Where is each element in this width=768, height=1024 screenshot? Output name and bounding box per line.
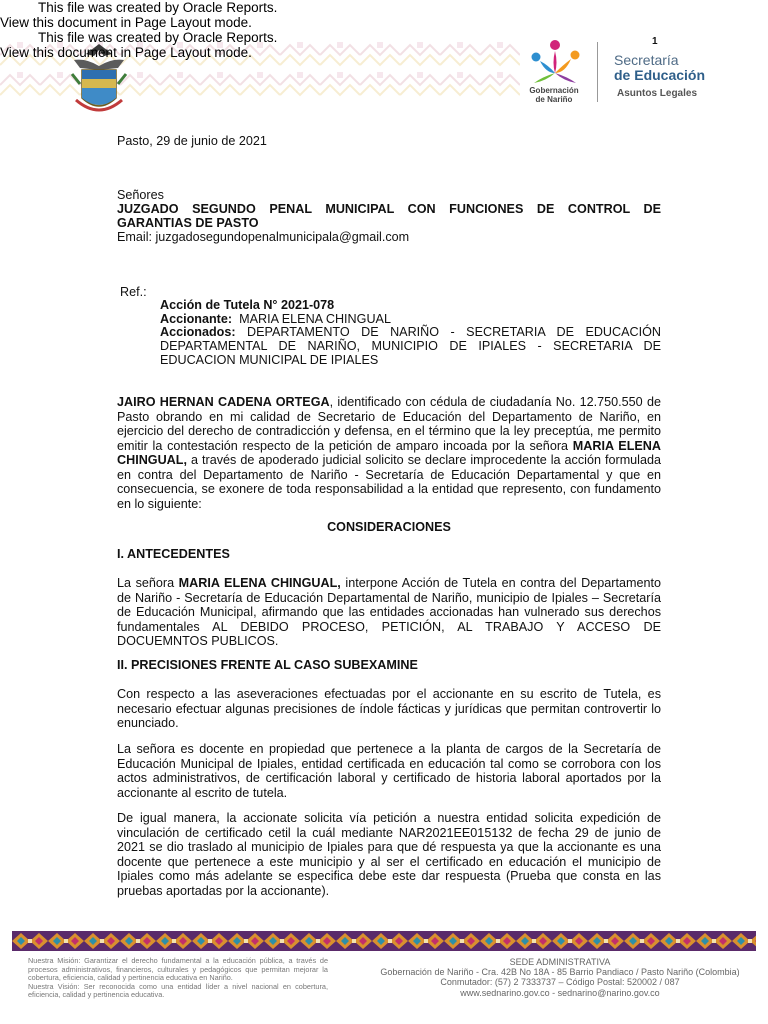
s1-bold: MARIA ELENA CHINGUAL,: [178, 576, 341, 590]
accionante-value: MARIA ELENA CHINGUAL: [239, 312, 391, 326]
accionados-label: Accionados:: [160, 325, 236, 339]
footer-mision: Nuestra Misión: Garantizar el derecho fundamental a la educación pública, a través de procesos administrativos, financieros, culturales y pedagógicos que permitan mejorar la cobertura, eficiencia, calidad y pertinencia educativa en Nariño.: [28, 956, 328, 983]
oracle-notice-2: View this document in Page Layout mode.: [0, 15, 252, 30]
footer-vision: Nuestra Visión: Ser reconocida como una entidad líder a nivel nacional en cobertura, eficiencia, calidad y pertinencia educativa.: [28, 981, 328, 1000]
section1-title: I. ANTECEDENTES: [117, 547, 230, 561]
intro-text-1: , identificado con cédula de ciudadanía No. 12.750.550 de Pasto obrando en mi calidad de Secretario de Educación del Departamento de Nariño, en ejercicio del derecho de contradicción y defensa, en el término que la ley preceptúa, me permito emitir la contestación respecto de la petición de amparo incoada por la señora: [117, 395, 662, 453]
secretaria-line2: de Educación: [614, 67, 706, 83]
asuntos-legales-label: Asuntos Legales: [617, 88, 698, 99]
footer-mission-vision: [28, 957, 328, 1000]
accionados-value-1: DEPARTAMENTO DE NARIÑO - SECRETARIA DE EDUCACIÓN: [247, 325, 662, 339]
intro-name: JAIRO HERNAN CADENA ORTEGA: [117, 395, 330, 409]
court-line1: JUZGADO SEGUNDO PENAL MUNICIPAL CON FUNCIONES DE CONTROL DE: [117, 202, 661, 216]
footer-address: Gobernación de Nariño - Cra. 42B No 18A - 85 Barrio Pandiaco / Pasto Nariño (Colombia): [380, 967, 740, 978]
consideraciones-heading: CONSIDERACIONES: [327, 520, 451, 534]
accionados-line3: EDUCACION MUNICIPAL DE IPIALES: [160, 353, 379, 367]
oracle-notice-4: View this document in Page Layout mode.: [0, 45, 252, 60]
gobernacion-line2: de Nariño: [535, 95, 573, 104]
court-line2: GARANTIAS DE PASTO: [117, 216, 259, 230]
paragraph-4: De igual manera, la accionate solicita vía petición a nuestra entidad solicita expedición de vinculación de certificado cetil la cuál mediante NAR2021EE015132 de fecha 29 de junio de 2021 se dio traslado al municipio de Ipiales para que dé respuesta ya que la accionante es una docente que pertenece a este municipio y al ser el certificado en educación el municipio de Ipiales como más adelante se especifica debe este dar respuesta (Prueba que consta en las pruebas aportadas por la accionante).: [117, 811, 661, 898]
section2-title: II. PRECISIONES FRENTE AL CASO SUBEXAMINE: [117, 658, 418, 672]
antecedentes-paragraph: [117, 576, 661, 649]
page-number: 1: [652, 36, 658, 47]
footer-pattern: [12, 931, 756, 951]
header-divider: [597, 42, 598, 102]
court-email: Email: juzgadosegundopenalmunicipala@gmail.com: [117, 230, 410, 244]
accionados-line1: [160, 325, 661, 340]
intro-paragraph: [117, 395, 661, 511]
place-date: Pasto, 29 de junio de 2021: [117, 134, 267, 148]
gobernacion-label: [516, 86, 592, 104]
paragraph-2: Con respecto a las aseveraciones efectuadas por el accionante en su escrito de Tutela, es necesario efectuar algunas precisiones de índole fácticas y jurídicas que permitan controvertir lo enunciado.: [117, 687, 661, 730]
intro-text-2: a través de apoderado judicial solicito se declare improcedente la acción formulada en contra del Departamento de Nariño - Secretaría de Educación Departamental y que en consecuencia, se exonere de toda responsabilidad a la entidad que represento, con fundamento en lo siguiente:: [117, 453, 661, 511]
footer-sede: SEDE ADMINISTRATIVA: [509, 957, 611, 967]
accionante-label: Accionante:: [160, 312, 233, 326]
paragraph-3: La señora es docente en propiedad que pertenece a la planta de cargos de la Secretaría de Educación Municipal de Ipiales, entidad certificada en educación tal como se corrobora con los actos administrativos, de certificación laboral y certificado de historia laboral aportados por la accionante al escrito de tutela.: [117, 742, 661, 800]
gobernacion-narino-logo-icon: [520, 33, 590, 123]
footer-contact: [350, 957, 768, 998]
ref-label: Ref.:: [120, 285, 147, 299]
secretaria-line1: Secretaría: [614, 52, 679, 68]
accion-label: Acción de Tutela N° 2021-078: [160, 298, 335, 312]
accionados-line2: DEPARTAMENTAL DE NARIÑO, MUNICIPIO DE IPIALES - SECRETARIA DE: [160, 339, 661, 353]
oracle-notice-1: This file was created by Oracle Reports.: [38, 0, 278, 15]
salutation: Señores: [117, 188, 164, 202]
oracle-notice-3: This file was created by Oracle Reports.: [38, 30, 278, 45]
gobernacion-line1: Gobernación: [529, 86, 579, 95]
intro-bold-2: MARIA ELENA CHINGUAL,: [117, 438, 661, 467]
footer-web[interactable]: www.sednarino.gov.co - sednarino@narino.gov.co: [460, 987, 660, 998]
footer-phone: Conmutador: (57) 2 7333737 – Código Postal: 520002 / 087: [440, 977, 680, 988]
s1-text-a: La señora: [117, 576, 179, 590]
s1-text-b: interpone Acción de Tutela en contra del Departamento de Nariño - Secretaría de Educación Departamental de Nariño, municipio de Ipiales – Secretaría de Educación Municipal, afirmando que las entidades accionadas han vulnerado sus derechos fundamentales AL DEBIDO PROCESO, PETICIÓN, AL TRABAJO Y ACCESO DE DOCUEMNTOS PUBLICOS.: [117, 576, 661, 648]
